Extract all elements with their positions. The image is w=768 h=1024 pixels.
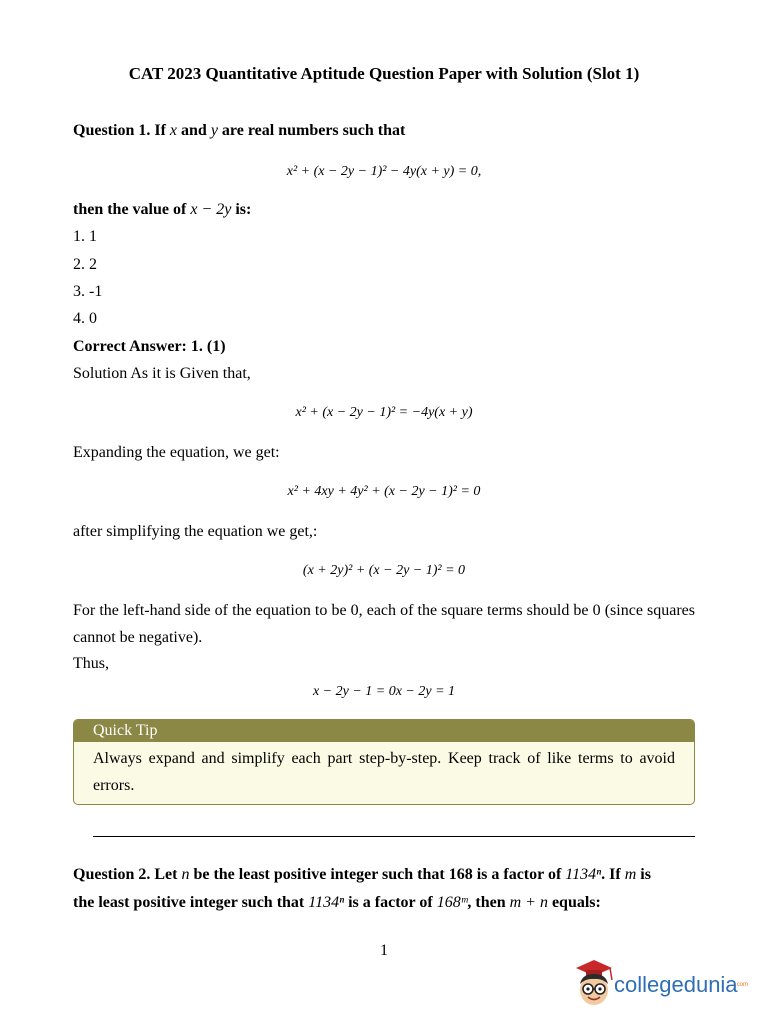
q2-text-7: equals: [551,894,601,911]
option-4: 4. 0 [73,310,97,327]
quick-tip-box [73,719,695,805]
then-expression: x − 2y [190,201,232,218]
equation-2: x² + (x − 2y − 1)² = −4y(x + y) [295,405,473,420]
var-y: y [210,122,218,139]
equation-1: x² + (x − 2y − 1)² − 4y(x + y) = 0, [286,164,482,179]
mascot-icon [572,956,616,1012]
expanding-text: Expanding the equation, we get: [73,444,280,461]
logo-suffix: .com [735,982,749,988]
power-1134-n-2: 1134ⁿ [308,894,345,911]
collegedunia-logo [572,956,748,1012]
q2-let: Let [154,866,178,883]
sum-m-n: m + n [509,894,548,911]
question-1-then [73,201,251,219]
page-title: CAT 2023 Quantitative Aptitude Question Paper with Solution (Slot 1) [128,64,640,83]
q1-suffix: are real numbers such that [221,122,406,139]
option-1: 1. 1 [73,228,97,245]
q2-text-3: is [640,866,651,883]
page-number: 1 [380,942,388,959]
quick-tip-body: Always expand and simplify each part step-by-step. Keep track of like terms to avoid errors. [93,750,675,794]
quick-tip-heading: Quick Tip [74,720,694,742]
q2-text-4: the least positive integer such that [73,894,305,911]
q2-text-2: . If [601,866,621,883]
q2-label: Question 2. [73,866,151,883]
correct-answer: Correct Answer: 1. (1) [73,338,226,355]
then-prefix: then the value of [73,201,187,218]
logo-text: collegedunia [614,972,738,997]
simplifying-text: after simplifying the equation we get,: [73,523,318,540]
q1-prefix: Question 1. If [73,122,166,139]
solution-intro: Solution As it is Given that, [73,365,251,382]
question-2-line-2 [73,894,601,912]
var-m: m [624,866,637,883]
q1-and: and [181,122,207,139]
var-n: n [181,866,190,883]
option-2: 2. 2 [73,256,97,273]
question-1-stem [73,122,405,140]
left-hand-paragraph: For the left-hand side of the equation to be 0, each of the square terms should be 0 (since squares cannot be negative). [73,602,695,646]
section-divider [93,836,695,837]
power-168-m: 168ᵐ [436,894,468,911]
equation-4: (x + 2y)² + (x − 2y − 1)² = 0 [302,563,466,578]
question-2-line-1 [73,866,651,884]
q2-text-6: , then [467,894,506,911]
then-suffix: is: [235,201,252,218]
thus-text: Thus, [73,655,109,672]
equation-3: x² + 4xy + 4y² + (x − 2y − 1)² = 0 [287,484,481,499]
option-3: 3. -1 [73,283,103,300]
q2-text-5: is a factor of [348,894,433,911]
var-x: x [169,122,178,139]
equation-5: x − 2y − 1 = 0x − 2y = 1 [312,684,456,699]
power-1134-n: 1134ⁿ [565,866,602,883]
q2-text-1: be the least positive integer such that 168 is a factor of [193,866,562,883]
